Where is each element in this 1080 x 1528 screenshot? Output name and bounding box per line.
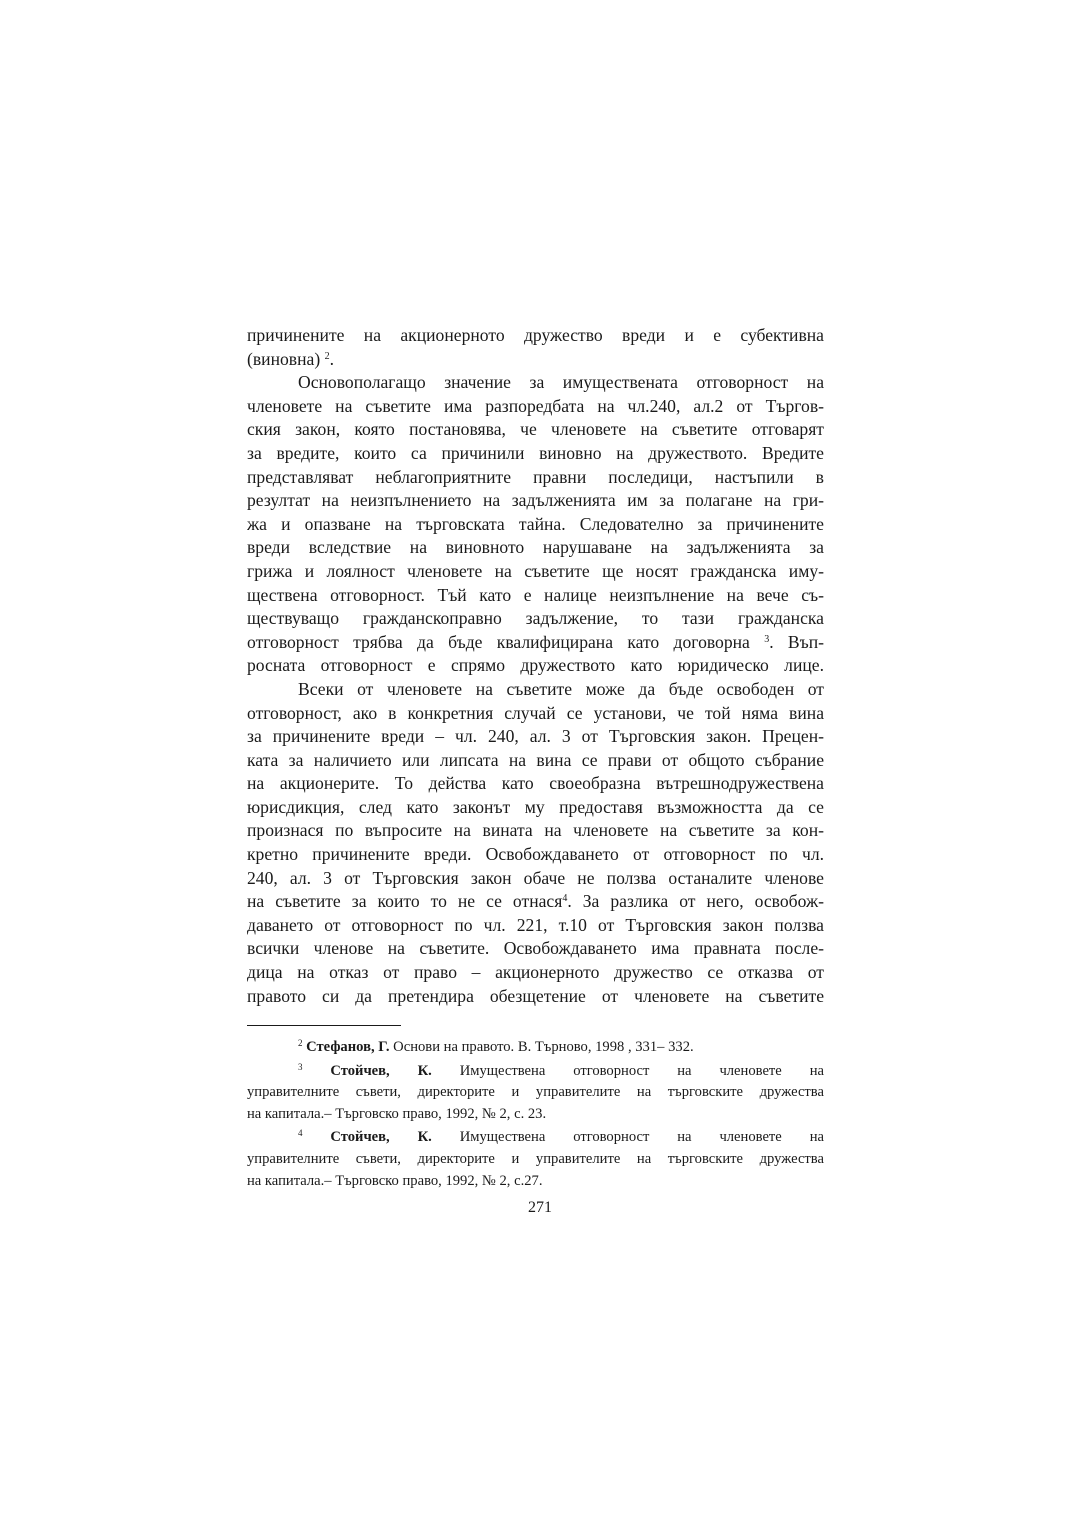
footnote-text: на капитала.– Търговско право, 1992, № 2, с. 23.	[247, 1105, 547, 1122]
line-text: представляват неблагоприятните правни последици, настъпили в	[247, 466, 824, 487]
text-line	[247, 418, 824, 442]
text-line	[247, 725, 824, 749]
text-line	[247, 631, 824, 655]
footnote-reference: 4	[562, 893, 568, 905]
line-text: .	[329, 348, 334, 369]
text-line	[247, 819, 824, 843]
footnote-text: Имуществена отговорност на членовете на	[431, 1129, 824, 1146]
text-line	[247, 702, 824, 726]
line-text: на акционерите. То действа като своеобразна вътрешнодружествена	[247, 773, 824, 794]
footnote-number: 2	[298, 1038, 303, 1048]
line-text: на съветите за които то не се отнася	[247, 891, 563, 912]
line-text: ския закон, която постановява, че членовете на съветите отговарят	[247, 419, 824, 440]
text-line	[247, 796, 824, 820]
line-text: правото си да претендира обезщетение от членовете на съветите	[247, 985, 824, 1006]
line-text: причинените на акционерното дружество вреди и е субективна	[247, 325, 824, 345]
line-text: . За разлика от него, освобож-	[567, 891, 824, 912]
main-text	[247, 324, 824, 1008]
footnote-text: управителните съвети, директорите и управителите на търговските дружества	[247, 1084, 824, 1101]
line-text: юрисдикция, след като законът му предоставя възможността да се	[247, 796, 824, 817]
footnote-number: 4	[298, 1128, 303, 1139]
line-text: кретно причинените вреди. Освобождаването от отговорност по чл.	[247, 844, 824, 865]
footnote-2	[247, 1037, 824, 1059]
line-text: за вредите, които са причинили виновно на дружеството. Вредите	[247, 442, 824, 463]
line-text: Всеки от членовете на съветите може да бъде освободен от	[298, 678, 824, 699]
text-line	[247, 536, 824, 560]
footnote-reference: 3	[764, 633, 770, 645]
text-line	[247, 442, 824, 466]
text-line	[247, 678, 824, 702]
line-text: ществена отговорност. Тъй като е налице неизпълнение на вече съ-	[247, 584, 824, 605]
footnote-separator	[247, 1025, 401, 1026]
text-line	[247, 914, 824, 938]
text-line	[247, 890, 824, 914]
footnote-text: Имуществена отговорност на членовете на	[431, 1062, 824, 1079]
text-line	[247, 489, 824, 513]
line-text: вреди вследствие на виновното нарушаване на задълженията за	[247, 537, 824, 558]
text-line	[247, 654, 824, 678]
line-text: Основополагащо значение за имуществената отговорност на	[298, 372, 824, 393]
footnote-text-line	[247, 1082, 824, 1104]
footnote-text: на капитала.– Търговско право, 1992, № 2, с.27.	[247, 1172, 543, 1189]
text-line	[247, 607, 824, 631]
line-text: всички членове на съветите. Освобождаването има правната после-	[247, 938, 824, 959]
text-line	[247, 513, 824, 537]
line-text: грижа и лоялност членовете на съветите ще носят гражданска иму-	[247, 560, 824, 581]
footnote-author: Стойчев, К.	[330, 1062, 432, 1079]
text-line	[247, 843, 824, 867]
line-text: членовете на съветите има разпоредбата на чл.240, ал.2 от Търгов-	[247, 395, 824, 416]
line-text: ществуващо гражданскоправно задължение, то тази гражданска	[247, 608, 824, 629]
text-line	[247, 466, 824, 490]
text-line	[247, 937, 824, 961]
footnote-4	[247, 1127, 824, 1149]
page-number: 271	[528, 1199, 552, 1216]
line-text: отговорност трябва да бъде квалифицирана като договорна	[247, 631, 765, 652]
line-text: . Въп-	[769, 631, 824, 652]
text-line	[247, 772, 824, 796]
text-line	[247, 348, 824, 372]
text-line	[247, 985, 824, 1009]
line-text: резултат на неизпълнението на задълженията им за полагане на гри-	[247, 490, 824, 511]
footnote-text: Основи на правото. В. Търново, 1998 , 331– 332.	[389, 1039, 694, 1055]
text-line	[247, 395, 824, 419]
footnote-text-line	[247, 1149, 824, 1171]
footnotes	[247, 1037, 824, 1192]
line-text: росната отговорност е спрямо дружеството като юридическо лице.	[247, 655, 824, 676]
footnote-text-line	[247, 1104, 824, 1126]
line-text: (виновна)	[247, 348, 325, 369]
footnote-number: 3	[298, 1061, 303, 1072]
footnote-text-line	[247, 1171, 824, 1193]
footnote-author: Стойчев, К.	[330, 1129, 432, 1146]
line-text: ката за наличието или липсата на вина се прави от общото събрание	[247, 749, 824, 770]
text-line	[247, 324, 824, 348]
footnote-reference: 2	[324, 350, 330, 362]
footnote-3	[247, 1061, 824, 1083]
text-line	[247, 584, 824, 608]
line-text: произнася по въпросите на вината на членовете на съветите за кон-	[247, 820, 824, 841]
line-text: жа и опазване на търговската тайна. Следователно за причинените	[247, 513, 824, 534]
footnote-author: Стефанов, Г.	[306, 1039, 390, 1055]
text-line	[247, 961, 824, 985]
text-line	[247, 560, 824, 584]
text-line	[247, 749, 824, 773]
line-text: дица на отказ от право – акционерното дружество се отказва от	[247, 962, 824, 983]
footnote-text: управителните съвети, директорите и управителите на търговските дружества	[247, 1150, 824, 1167]
line-text: даването от отговорност по чл. 221, т.10 от Търговския закон ползва	[247, 914, 824, 935]
line-text: отговорност, ако в конкретния случай се установи, че той няма вина	[247, 702, 824, 723]
text-line	[247, 371, 824, 395]
line-text: 240, ал. 3 от Търговския закон обаче не ползва останалите членове	[247, 867, 824, 888]
line-text: за причинените вреди – чл. 240, ал. 3 от Търговския закон. Прецен-	[247, 726, 824, 747]
text-line	[247, 867, 824, 891]
